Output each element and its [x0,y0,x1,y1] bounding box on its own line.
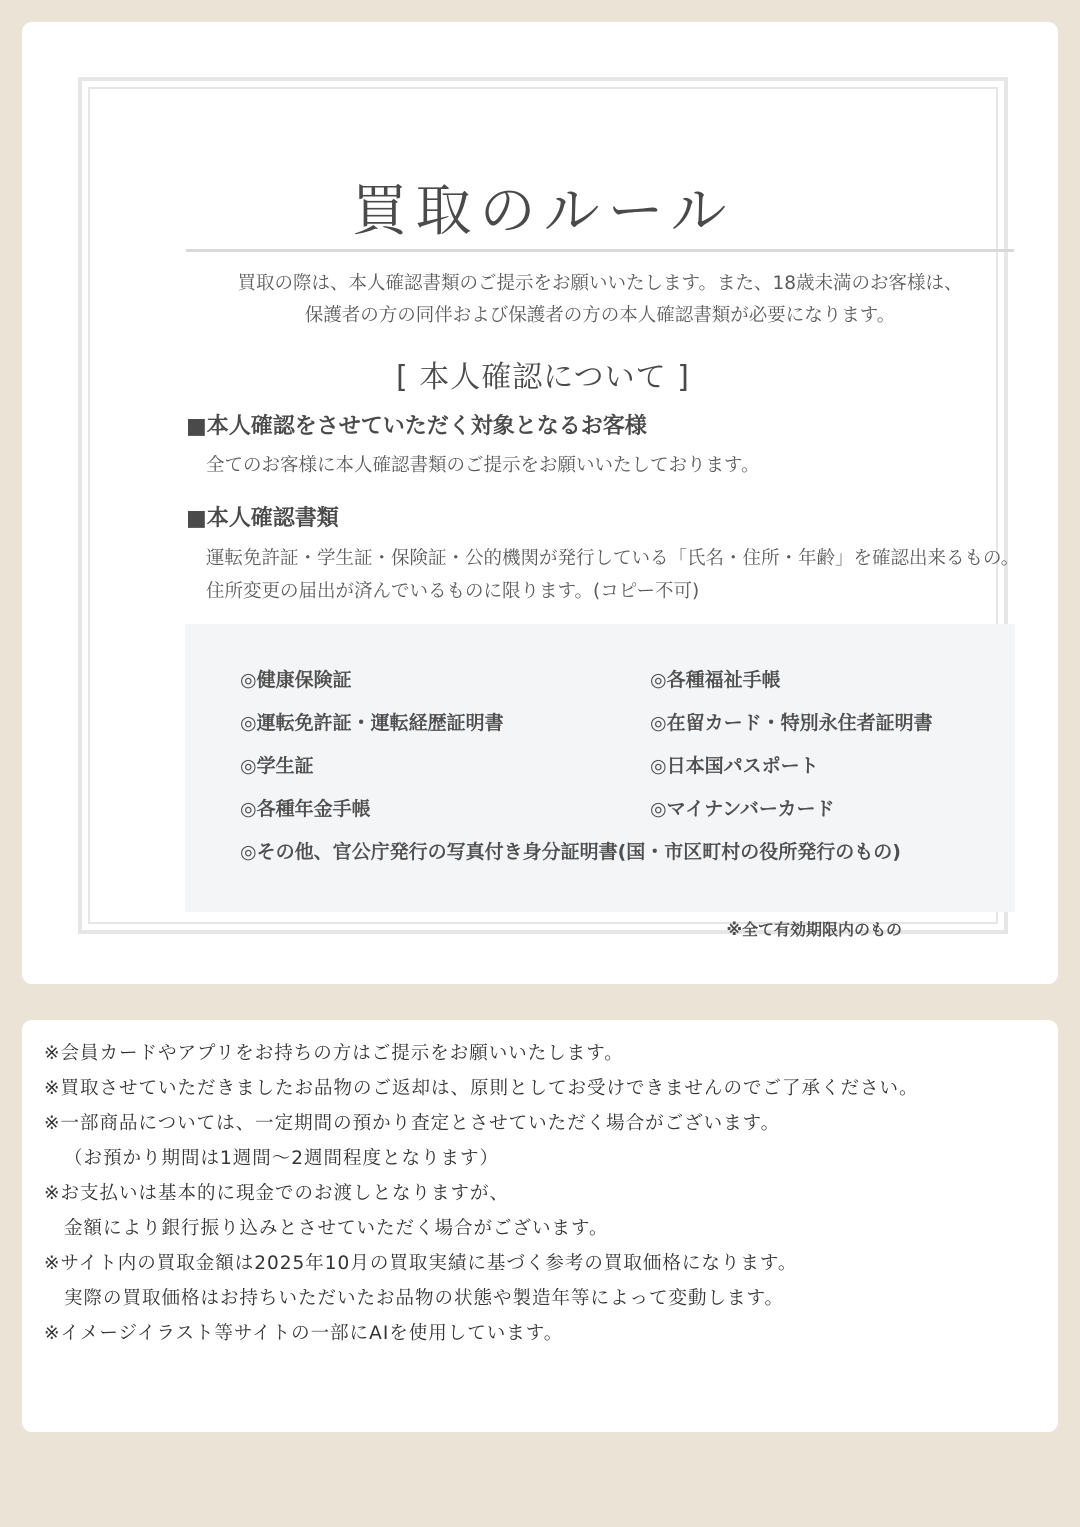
note-line: ※イメージイラスト等サイトの一部にAIを使用しています。 [44,1323,564,1344]
document-item: ◎健康保険証 [240,669,352,691]
id-documents-text-line: 運転免許証・学生証・保険証・公的機関が発行している「氏名・住所・年齢」を確認出来るもの。 [206,548,1020,569]
intro-line: 保護者の方の同伴および保護者の方の本人確認書類が必要になります。 [304,305,896,326]
note-line: ※お支払いは基本的に現金でのお渡しとなりますが、 [44,1183,510,1204]
intro-line: 買取の際は、本人確認書類のご提示をお願いいたします。また、18歳未満のお客様は、 [237,273,963,294]
document-item: ◎日本国パスポート [650,755,819,777]
id-check-subheading: [ 本人確認について ] [396,360,690,395]
target-customers-heading: ■本人確認をさせていただく対象となるお客様 [186,414,647,439]
document-item: ◎各種年金手帳 [240,798,371,820]
note-line: ※一部商品については、一定期間の預かり査定とさせていただく場合がございます。 [44,1113,781,1134]
id-documents-text-line: 住所変更の届出が済んでいるものに限ります。(コピー不可) [206,581,700,602]
rules-title: 買取のルール [351,179,735,244]
document-item: ◎運転免許証・運転経歴証明書 [240,712,504,734]
rules-frame [78,77,1020,939]
document-item: ◎学生証 [240,755,314,777]
note-line: ※サイト内の買取金額は2025年10月の買取実績に基づく参考の買取価格になります。 [44,1253,798,1274]
note-line: ※会員カードやアプリをお持ちの方はご提示をお願いいたします。 [44,1043,624,1064]
title-divider [186,249,1014,252]
document-item-other: ◎その他、官公庁発行の写真付き身分証明書(国・市区町村の役所発行のもの) [240,841,901,863]
note-line: 実際の買取価格はお持ちいただいたお品物の状態や製造年等によって変動します。 [64,1288,785,1309]
accepted-documents-list [185,624,1015,912]
id-documents-heading: ■本人確認書類 [186,506,339,531]
document-item: ◎在留カード・特別永住者証明書 [650,712,933,734]
note-line: （お預かり期間は1週間〜2週間程度となります） [64,1148,500,1169]
rules-card [22,22,1058,984]
document-item: ◎各種福祉手帳 [650,669,781,691]
target-customers-text: 全てのお客様に本人確認書類のご提示をお願いいたしております。 [206,455,760,476]
notes-list [44,1036,919,1351]
note-line: ※買取させていただきましたお品物のご返却は、原則としてお受けできませんのでご了承ください。 [44,1078,919,1099]
validity-note: ※全て有効期限内のもの [726,920,902,939]
document-item: ◎マイナンバーカード [650,798,835,820]
rules-intro [186,268,1014,332]
notes-card [22,1020,1058,1432]
note-line: 金額により銀行振り込みとさせていただく場合がございます。 [64,1218,609,1239]
